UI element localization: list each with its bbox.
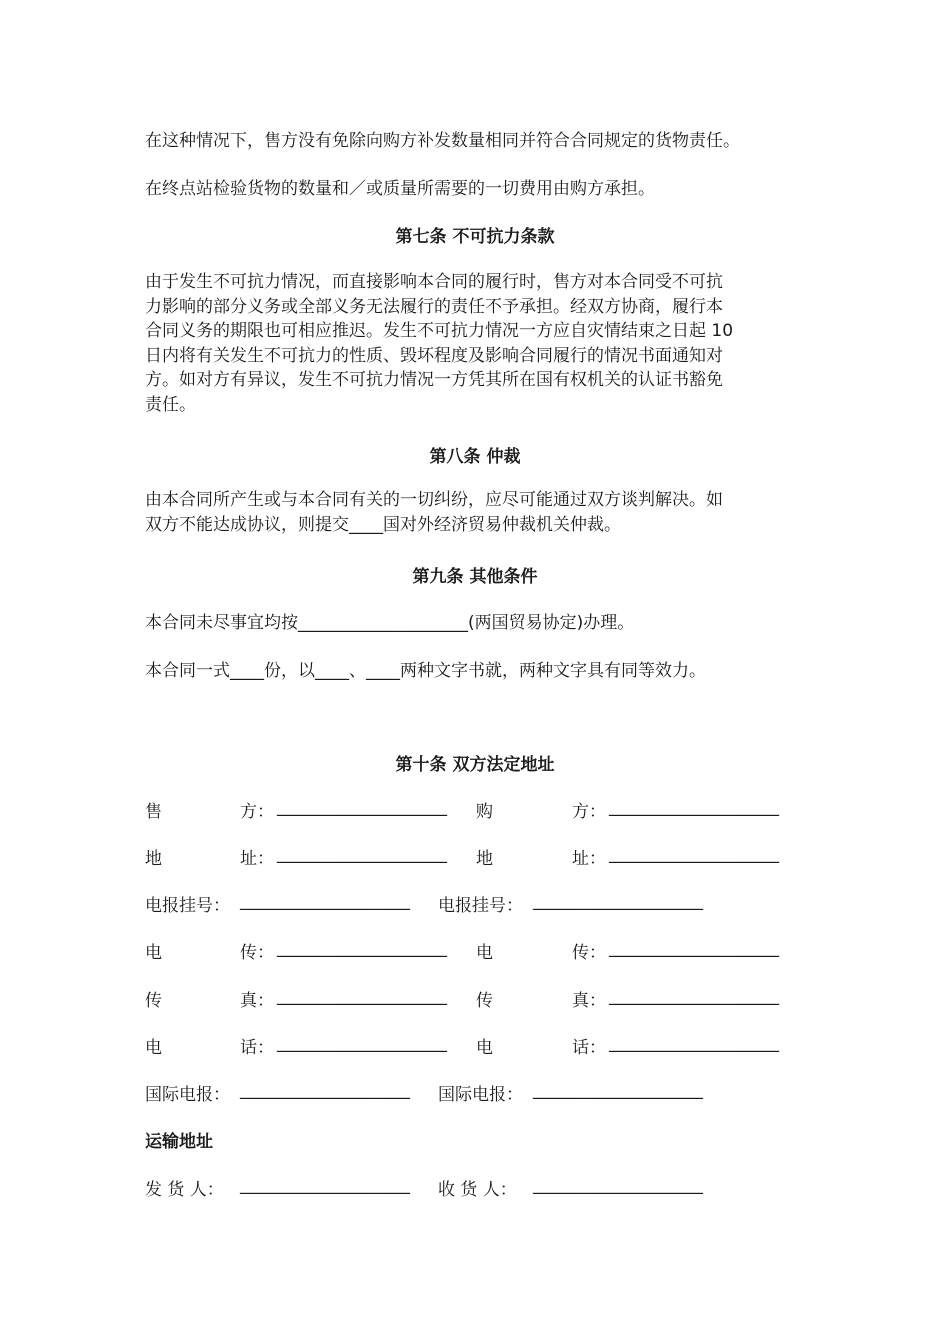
consignor-blank[interactable]: ____________________ (240, 1175, 410, 1195)
buyer-name-blank[interactable]: ____________________ (609, 797, 779, 817)
buyer-intl-telegram-blank[interactable]: ____________________ (533, 1080, 703, 1100)
article8-heading: 第八条 仲裁 (429, 447, 521, 467)
article7-line: 力影响的部分义务或全部义务无法履行的责任不予承担。经双方协商，履行本 (145, 296, 723, 317)
intl-telegram-label: 国际电报： (145, 1085, 230, 1105)
row-label-second: 方： (240, 802, 274, 822)
article7-line: 日内将有关发生不可抗力的性质、毁坏程度及影响合同履行的情况书面通知对 (145, 345, 723, 366)
telex-code-label: 电报挂号： (145, 896, 230, 916)
article9-heading: 第九条 其他条件 (412, 567, 538, 587)
seller-phone-blank[interactable]: ____________________ (277, 1033, 447, 1053)
article8-line: 双方不能达成协议，则提交____国对外经济贸易仲裁机关仲裁。 (145, 514, 621, 535)
article8-line: 由本合同所产生或与本合同有关的一切纠纷，应尽可能通过双方谈判解决。如 (145, 490, 723, 510)
row-label-first: 传 (476, 991, 493, 1011)
row-label-first: 电 (476, 1038, 493, 1058)
address-row-telex-code (0, 891, 950, 917)
row-label-second: 话： (240, 1038, 274, 1058)
paragraph-replacement-liability: 在这种情况下，售方没有免除向购方补发数量相同并符合合同规定的货物责任。 (145, 131, 740, 151)
article8-body (145, 488, 805, 537)
buyer-telex-code-blank[interactable]: ____________________ (533, 891, 703, 911)
article7-line: 方。如对方有异议，发生不可抗力情况一方凭其所在国有权机关的认证书豁免 (145, 370, 723, 390)
row-label-second: 址： (240, 849, 274, 869)
article7-body (145, 270, 805, 417)
row-label-first: 电 (145, 943, 162, 963)
row-label-second: 传： (240, 943, 274, 963)
row-label-second: 址： (572, 849, 606, 869)
telex-code-label: 电报挂号： (438, 896, 523, 916)
paragraph-inspection-costs: 在终点站检验货物的数量和／或质量所需要的一切费用由购方承担。 (145, 179, 655, 199)
seller-telex-blank[interactable]: ____________________ (277, 938, 447, 958)
seller-telex-code-blank[interactable]: ____________________ (240, 891, 410, 911)
row-label-first: 售 (145, 802, 162, 822)
row-label-first: 传 (145, 991, 162, 1011)
buyer-fax-blank[interactable]: ____________________ (609, 986, 779, 1006)
row-label-second: 真： (240, 991, 274, 1011)
address-row-phone (0, 1033, 950, 1059)
article7-line: 由于发生不可抗力情况，而直接影响本合同的履行时，售方对本合同受不可抗 (145, 272, 723, 292)
article7-line: 合同义务的期限也可相应推迟。发生不可抗力情况一方应自灾情结束之日起 10 (145, 321, 734, 341)
row-label-first: 地 (145, 849, 162, 869)
seller-fax-blank[interactable]: ____________________ (277, 986, 447, 1006)
address-row-fax (0, 986, 950, 1012)
address-row-party (0, 797, 950, 823)
article9-trade-agreement-line: 本合同未尽事宜均按____________________(两国贸易协定)办理。 (145, 613, 635, 633)
address-row-address (0, 844, 950, 870)
article7-line: 责任。 (145, 394, 196, 415)
consignor-label: 发 货 人： (145, 1180, 224, 1200)
row-label-second: 话： (572, 1038, 606, 1058)
buyer-telex-blank[interactable]: ____________________ (609, 938, 779, 958)
seller-intl-telegram-blank[interactable]: ____________________ (240, 1080, 410, 1100)
seller-address-blank[interactable]: ____________________ (277, 844, 447, 864)
row-label-second: 真： (572, 991, 606, 1011)
address-row-intl-telegram (0, 1080, 950, 1106)
article7-heading: 第七条 不可抗力条款 (395, 227, 555, 247)
buyer-phone-blank[interactable]: ____________________ (609, 1033, 779, 1053)
intl-telegram-label: 国际电报： (438, 1085, 523, 1105)
shipping-row (0, 1175, 950, 1201)
row-label-first: 购 (476, 802, 493, 822)
shipping-heading: 运输地址 (145, 1132, 213, 1152)
row-label-first: 电 (476, 943, 493, 963)
row-label-first: 地 (476, 849, 493, 869)
address-row-telex (0, 938, 950, 964)
row-label-first: 电 (145, 1038, 162, 1058)
seller-name-blank[interactable]: ____________________ (277, 797, 447, 817)
consignee-label: 收 货 人： (438, 1180, 517, 1200)
consignee-blank[interactable]: ____________________ (533, 1175, 703, 1195)
article10-heading: 第十条 双方法定地址 (395, 755, 555, 775)
article9-copies-line: 本合同一式____份，以____、____两种文字书就，两种文字具有同等效力。 (145, 661, 706, 681)
row-label-second: 传： (572, 943, 606, 963)
buyer-address-blank[interactable]: ____________________ (609, 844, 779, 864)
row-label-second: 方： (572, 802, 606, 822)
